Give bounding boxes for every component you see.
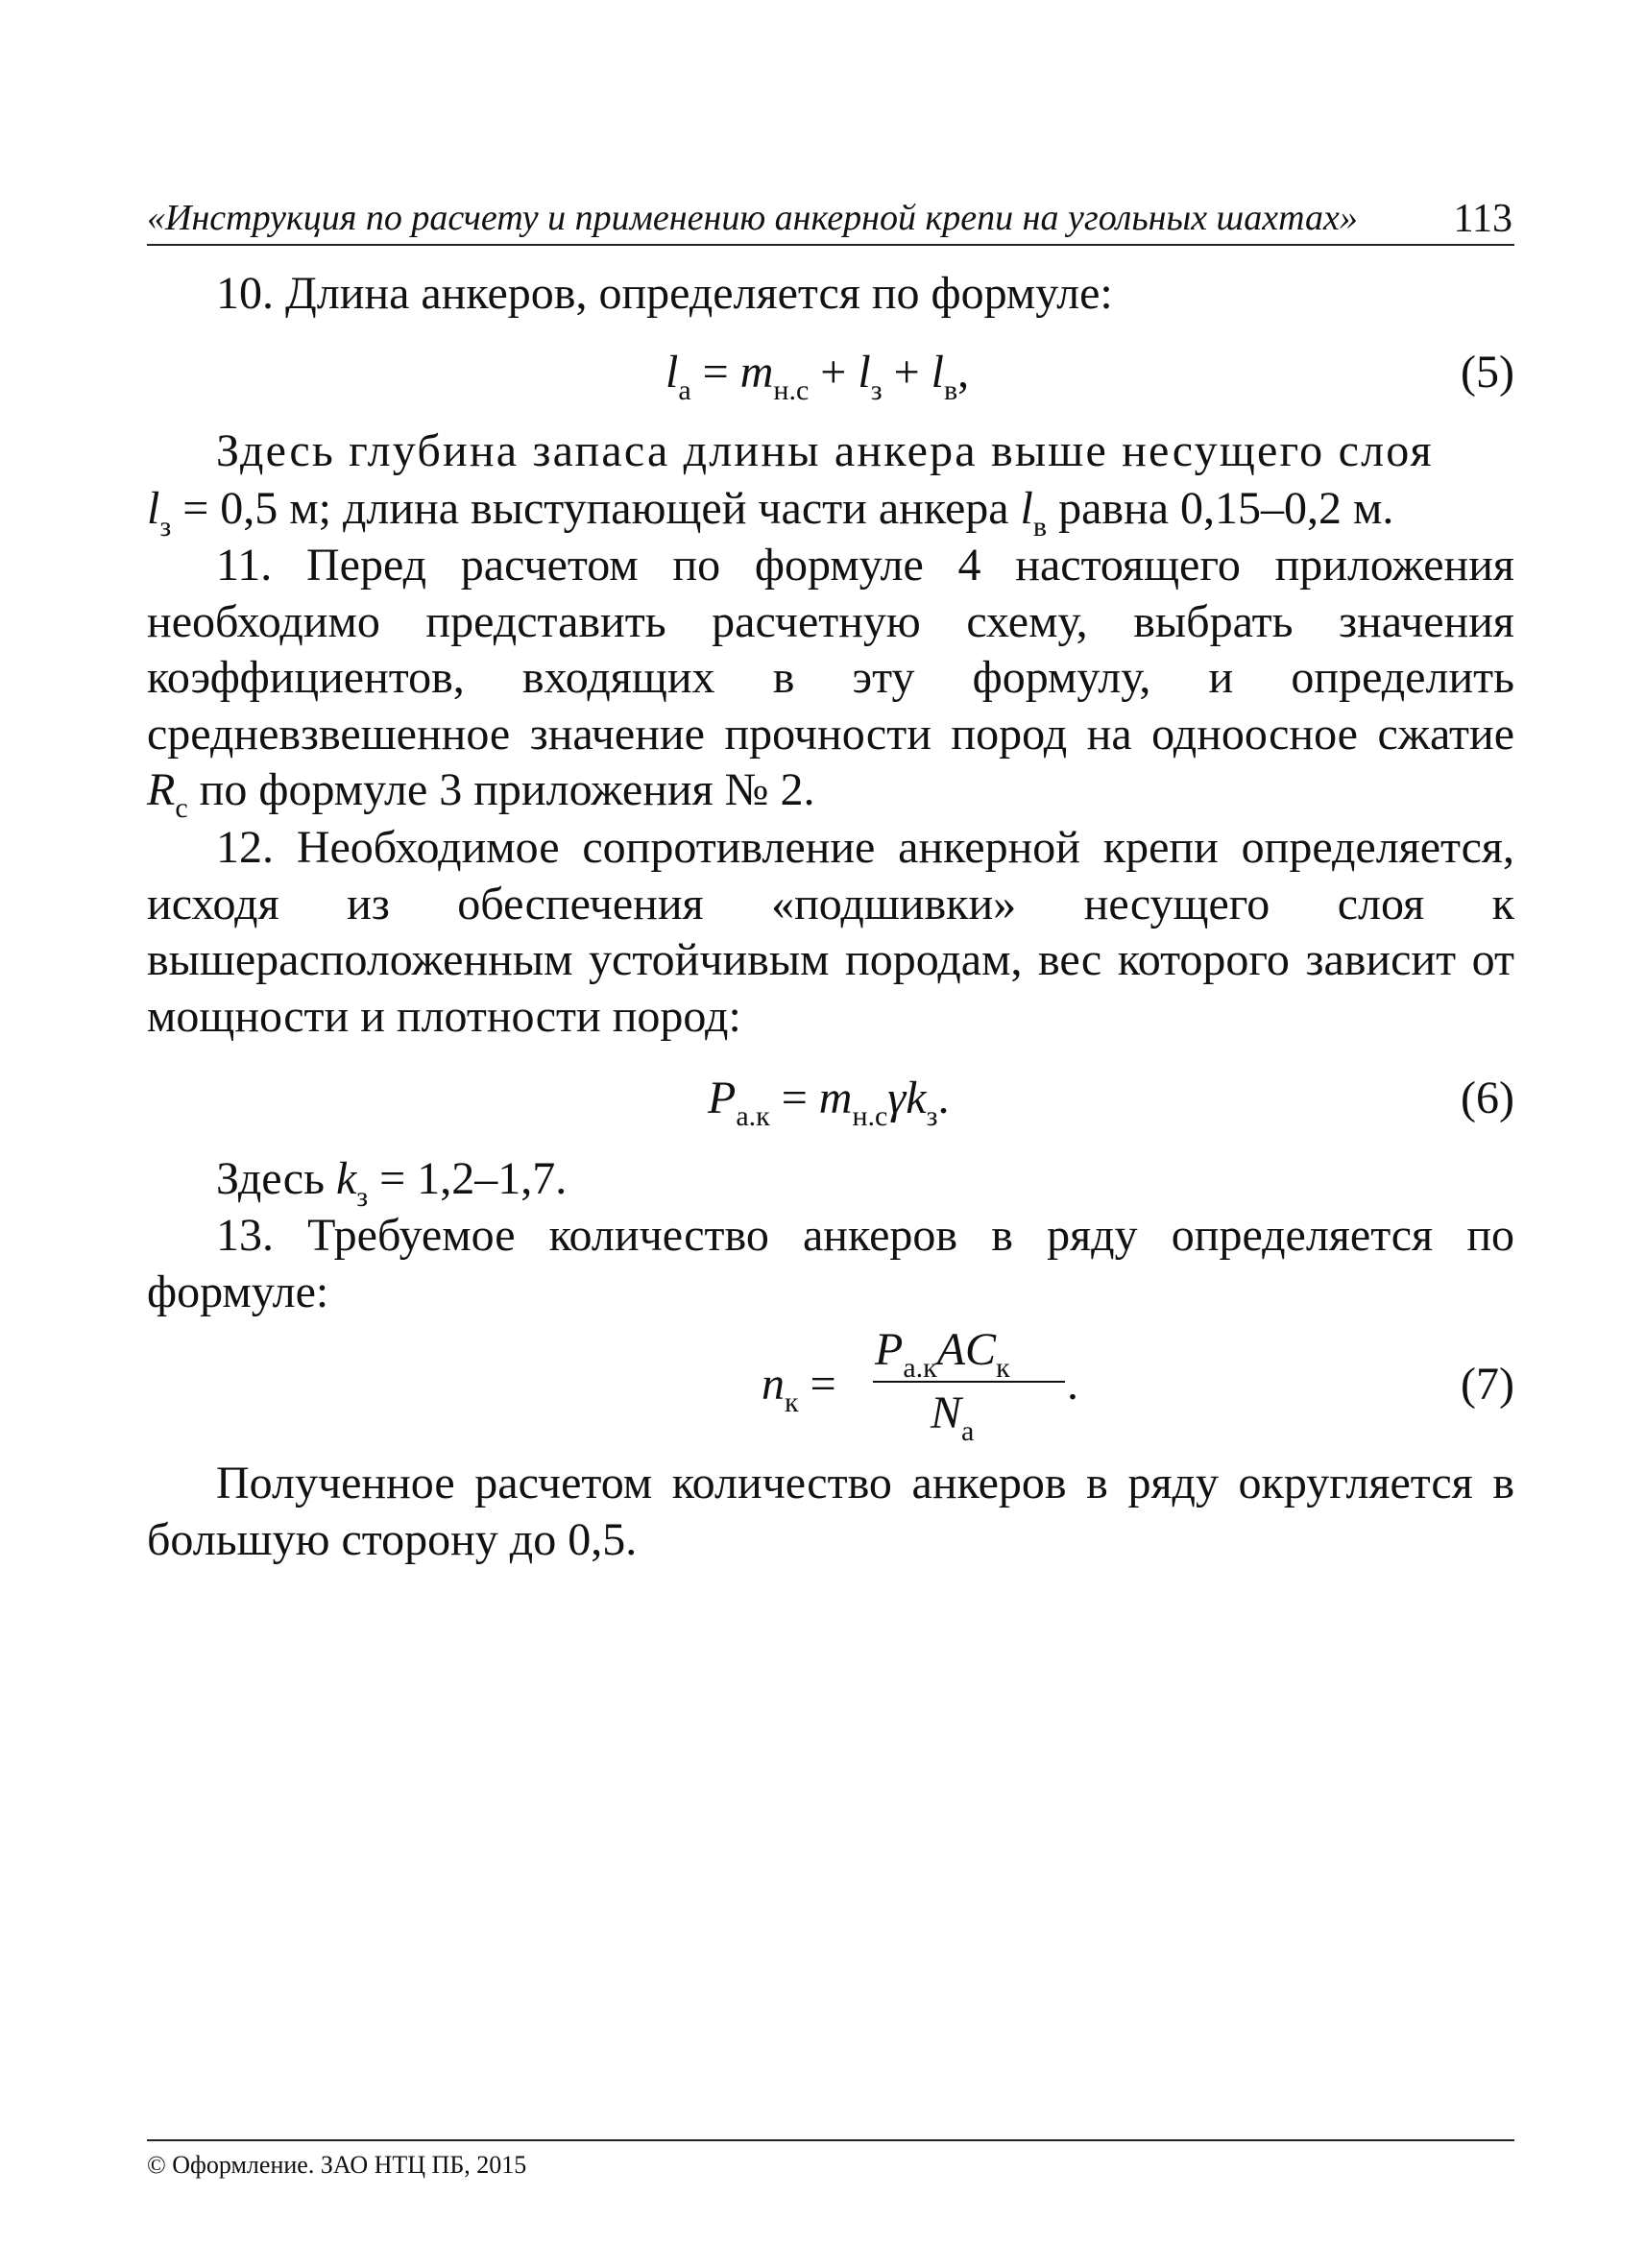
header-title: «Инструкция по расчету и применению анкерной крепи на угольных шахтах» — [147, 198, 1358, 238]
paragraph-11: 11. Перед расчетом по формуле 4 настоящего приложения необходимо представить расчетную схему, выбрать значения коэффициентов, входящих в эту формулу, и определить средневзвешенное значение прочности пород на одноосное сжатие $R_с$ по формуле 3 приложения № 2. — [147, 540, 1514, 824]
paragraph-12: 12. Необходимое сопротивление анкерной крепи определяется, исходя из обеспечения «подшивки» несущего слоя к вышерасположенным устойчивым породам, вес которого зависит от мощности и плотности пород: — [147, 822, 1514, 1042]
paragraph-12-explanation: Здесь $k_з = 1,2-1,7$. — [216, 1153, 568, 1213]
footer-rule — [147, 2139, 1514, 2141]
fraction-bar — [873, 1381, 1065, 1383]
paragraph-10-explanation: Здесь глубина запаса длины анкера выше несущего слоя — [216, 425, 1434, 476]
equation-number-5: (5) — [1461, 347, 1514, 398]
paragraph-10-explanation-line-2: $l_з = 0,5$ м; длина выступающей части анкера $l_в$ равна 0,15–0,2 м. — [147, 483, 1394, 543]
footer-copyright: © Оформление. ЗАО НТЦ ПБ, 2015 — [147, 2151, 527, 2179]
page-number: 113 — [1453, 197, 1512, 241]
formula-6: $P_{а.к} = m_{н.с}\gamma k_з$. — [708, 1073, 950, 1132]
equation-number-7: (7) — [1461, 1359, 1514, 1410]
formula-5: $l_а = m_{н.с} + l_з + l_в$, — [665, 347, 970, 406]
paragraph-final: Полученное расчетом количество анкеров в ряду округляется в большую сторону до 0,5. — [147, 1458, 1514, 1565]
running-header — [147, 190, 1514, 246]
equation-number-6: (6) — [1461, 1073, 1514, 1123]
paragraph-10: 10. Длина анкеров, определяется по формуле: — [216, 268, 1113, 319]
formula-7-numerator: $P_{а.к}AC_к$ — [875, 1324, 1010, 1384]
formula-7: $n_к$ = $P_{а.к}AC_к$ $N_а$ . — [762, 1324, 1078, 1447]
paragraph-13: 13. Требуемое количество анкеров в ряду определяется по формуле: — [147, 1210, 1514, 1317]
formula-7-denominator: $N_а$ — [931, 1387, 975, 1447]
